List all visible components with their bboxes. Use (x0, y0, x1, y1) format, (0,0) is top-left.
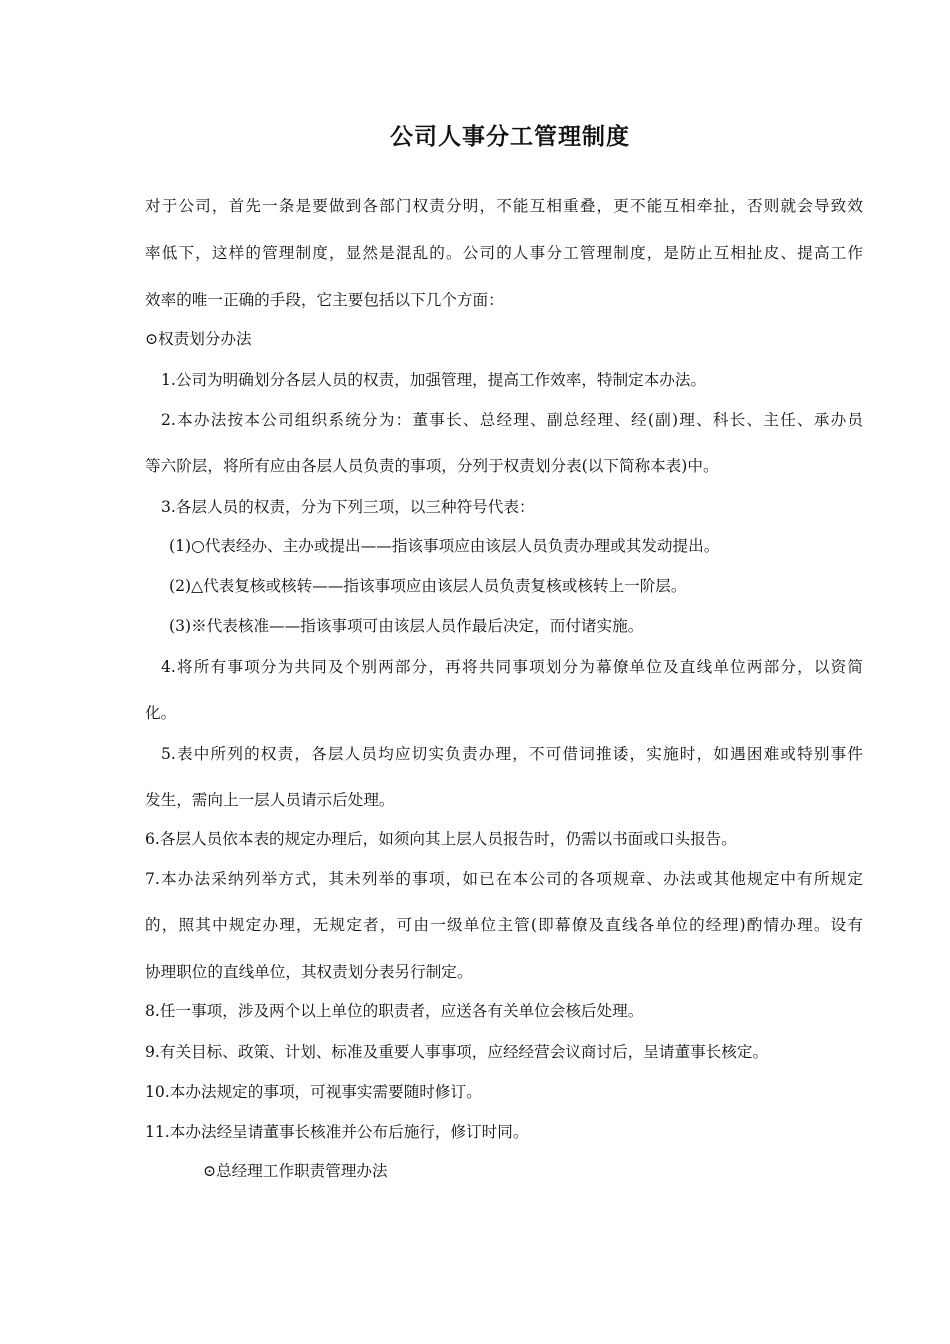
paragraph-line: 效率的唯一正确的手段，它主要包括以下几个方面： (145, 291, 504, 309)
section-heading: ⊙总经理工作职责管理办法 (203, 1162, 388, 1180)
list-item: 4.将所有事项分为共同及个别两部分，再将共同事项划分为幕僚单位及直线单位两部分，以资简 (161, 658, 863, 676)
sub-list-item: (3)※代表核准——指该事项可由该层人员作最后决定，而付诸实施。 (169, 617, 644, 635)
document-title: 公司人事分工管理制度 (390, 124, 630, 150)
list-item: 10.本办法规定的事项，可视事实需要随时修订。 (145, 1083, 482, 1101)
list-item: 1.公司为明确划分各层人员的权责，加强管理，提高工作效率，特制定本办法。 (161, 371, 707, 389)
list-item: 11.本办法经呈请董事长核准并公布后施行，修订时同。 (145, 1123, 529, 1141)
sub-list-item: (2)△代表复核或核转——指该事项应由该层人员负责复核或核转上一阶层。 (169, 577, 687, 595)
list-item: 5.表中所列的权责，各层人员均应切实负责办理，不可借词推诿，实施时，如遇困难或特别事件 (161, 745, 863, 763)
list-item-continuation: 协理职位的直线单位，其权责划分表另行制定。 (145, 963, 473, 981)
list-item: 7.本办法采纳列举方式，其未列举的事项，如已在本公司的各项规章、办法或其他规定中有所规定 (145, 870, 863, 888)
list-item: 6.各层人员依本表的规定办理后，如须向其上层人员报告时，仍需以书面或口头报告。 (145, 830, 737, 848)
list-item: 3.各层人员的权责，分为下列三项，以三种符号代表： (161, 498, 535, 516)
list-item-continuation: 化。 (145, 704, 177, 722)
list-item-continuation: 等六阶层，将所有应由各层人员负责的事项，分列于权责划分表(以下简称本表)中。 (145, 457, 719, 475)
sub-list-item: (1)○代表经办、主办或提出——指该事项应由该层人员负责办理或其发动提出。 (169, 537, 720, 555)
list-item: 8.任一事项，涉及两个以上单位的职责者，应送各有关单位会核后处理。 (145, 1002, 644, 1020)
section-heading: ⊙权责划分办法 (145, 330, 252, 348)
list-item-continuation: 发生，需向上一层人员请示后处理。 (145, 791, 395, 809)
list-item-continuation: 的，照其中规定办理，无规定者，可由一级单位主管(即幕僚及直线各单位的经理)酌情办理。设有 (145, 916, 863, 934)
paragraph-line: 率低下，这样的管理制度，显然是混乱的。公司的人事分工管理制度，是防止互相扯皮、提高工作 (145, 244, 863, 262)
paragraph-line: 对于公司，首先一条是要做到各部门权责分明，不能互相重叠，更不能互相牵扯，否则就会导致效 (145, 197, 863, 215)
list-item: 2.本办法按本公司组织系统分为：董事长、总经理、副总经理、经(副)理、科长、主任、承办员 (161, 411, 863, 429)
list-item: 9.有关目标、政策、计划、标准及重要人事事项，应经经营会议商讨后，呈请董事长核定。 (145, 1043, 769, 1061)
